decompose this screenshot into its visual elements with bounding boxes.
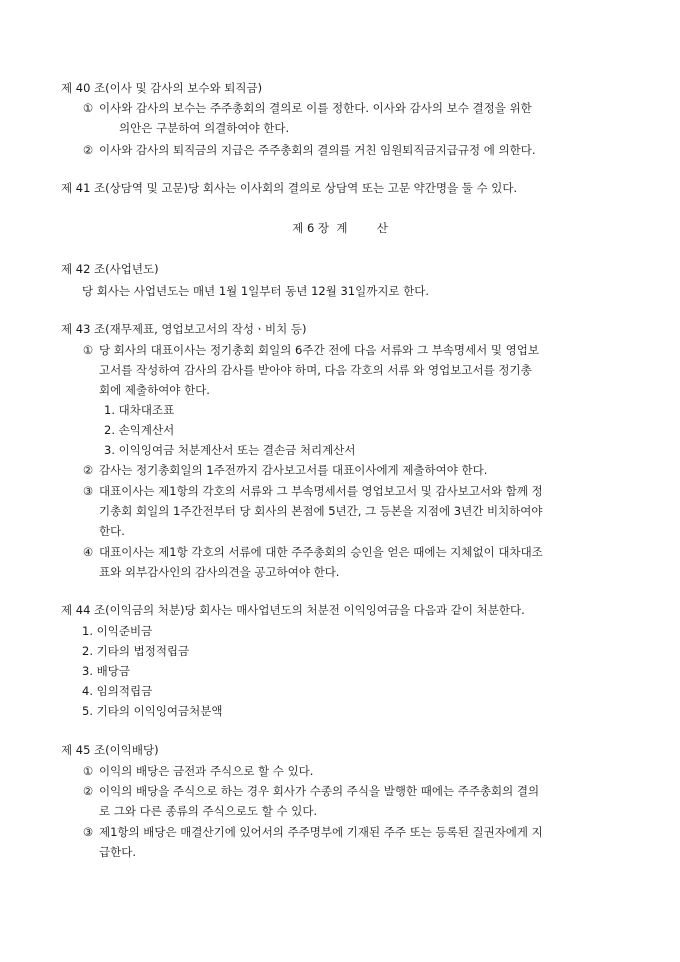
para-text: 이사와 감사의 퇴직금의 지급은 주주총회의 결의를 거친 임원퇴직금지급규정 에 의한다. (99, 143, 536, 157)
article-42-body: 당 회사는 사업년도는 매년 1월 1일부터 동년 12월 31일까지로 한다. (82, 284, 430, 298)
para-text: 이사와 감사의 보수는 주주총회의 결의로 이를 정한다. 이사와 감사의 보수 결정을 위한 의안은 구분하여 의결하여야 한다. (99, 101, 532, 135)
article-44-heading: 제 44 조(이익금의 처분)당 회사는 매사업년도의 처분전 이익잉여금을 다음과 같이 처분한다. (61, 603, 525, 617)
article-42-heading: 제 42 조(사업년도) (61, 262, 159, 276)
list-item: 2. 기타의 법정적립금 (82, 644, 190, 658)
para-number: ③ (82, 825, 94, 839)
para-number: ① (82, 101, 94, 115)
list-item: 1. 이익준비금 (82, 624, 153, 638)
para-number: ③ (82, 484, 94, 498)
list-item: 3. 이익잉여금 처분계산서 또는 결손금 처리계산서 (104, 443, 356, 457)
document-page: 제 40 조(이사 및 감사의 보수와 퇴직금) ① 이사와 감사의 보수는 주주총회의 결의로 이를 정한다. 이사와 감사의 보수 결정을 위한 의안은 구분하여 의결하여야 한다. ② 이사와 감사의 퇴직금의 지급은 주주총회의 결의를 거친 임원퇴직금지급규정 에 의한다. 제 41 조(상담역 및 고문)당 회사는 이사회의 결의로 상담역 또는 고문 약간명을 둘 수 있다. 제 6 장 계 산 제 42 조(사업년도) 당 회사는 사업년도는 매년 1월 1일부터 동년 12월 31일까지로 한다. 제 43 조(재무제표, 영업보고서의 작성ㆍ비치 등) ① 당 회사의 대표이사는 정기총회 회일의 6주간 전에 다음 서류와 그 부속명세서 및 영업보 고서를 작성하여 감사의 감사를 받아야 하며, 다음 각호의 서류 와 영업보고서를 정기총 회에 제출하여야 한다. 1. 대차대조표 2. 손익계산서 3. 이익잉여금 처분계산서 또는 결손금 처리계산서 ② 감사는 정기총회일의 1주전까지 감사보고서를 대표이사에게 제출하여야 한다. ③ 대표이사는 제1항의 각호의 서류와 그 부속명세서를 영업보고서 및 감사보고서와 함께 정 기총회 회일의 1주간전부터 당 회사의 본점에 5년간, 그 등본을 지점에 3년간 비치하여야 한다. ④ 대표이사는 제1항 각호의 서류에 대한 주주총회의 승인을 얻은 때에는 지체없이 대차대조 표와 외부감사인의 감사의견을 공고하여야 한다. 제 44 조(이익금의 처분)당 회사는 매사업년도의 처분전 이익잉여금을 다음과 같이 처분한다. 1. 이익준비금 2. 기타의 법정적립금 3. 배당금 4. 임의적립금 5. 기타의 이익잉여금처분액 제 45 조(이익배당) ① 이익의 배당은 금전과 주식으로 할 수 있다. ② 이익의 배당을 주식으로 하는 경우 회사가 수종의 주식을 발행한 때에는 주주총회의 결의 로 그와 다른 종류의 주식으로도 할 수 있다. ③ 제1항의 배당은 매결산기에 있어서의 주주명부에 기재된 주주 또는 등록된 질권자에게 지 급한다. (0, 0, 680, 962)
list-item: 1. 대차대조표 (104, 403, 175, 417)
para-number: ① (82, 343, 94, 357)
para-number: ② (82, 784, 94, 798)
list-item: 3. 배당금 (82, 664, 130, 678)
para-number: ② (82, 463, 94, 477)
para-number: ④ (82, 545, 94, 559)
article-45-heading: 제 45 조(이익배당) (61, 743, 159, 757)
list-item: 5. 기타의 이익잉여금처분액 (82, 704, 223, 718)
chapter-6-title: 제 6 장 계 산 (292, 221, 388, 235)
para-number: ② (82, 143, 94, 157)
article-40-heading: 제 40 조(이사 및 감사의 보수와 퇴직금) (61, 81, 263, 95)
para-number: ① (82, 764, 94, 778)
article-41-heading: 제 41 조(상담역 및 고문)당 회사는 이사회의 결의로 상담역 또는 고문 약간명을 둘 수 있다. (61, 181, 518, 195)
list-item: 2. 손익계산서 (104, 423, 175, 437)
article-43-heading: 제 43 조(재무제표, 영업보고서의 작성ㆍ비치 등) (61, 322, 307, 336)
list-item: 4. 임의적립금 (82, 684, 153, 698)
